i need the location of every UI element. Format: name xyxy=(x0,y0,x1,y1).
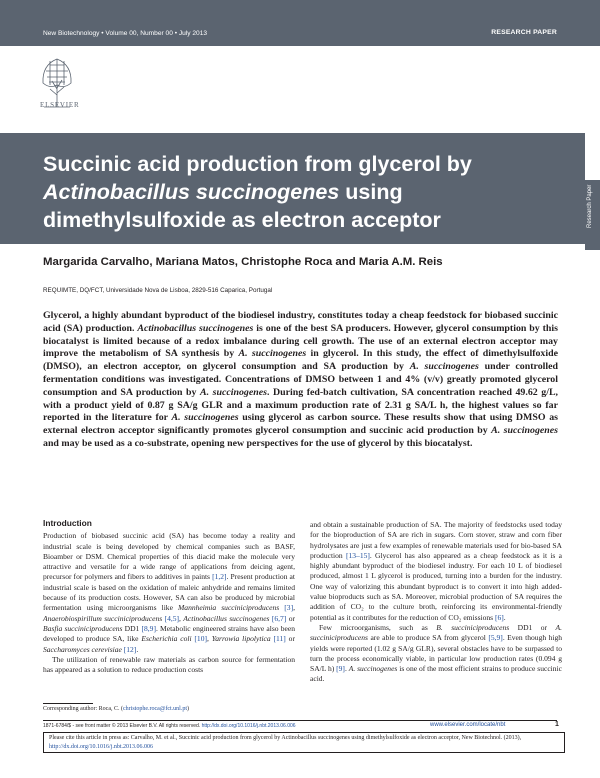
page-number: 1 xyxy=(555,721,559,728)
reference-link[interactable]: [11] xyxy=(273,634,286,644)
reference-link[interactable]: [9] xyxy=(336,664,345,674)
citation-box: Please cite this article in press as: Carvalho, M. et al., Succinic acid production from glycerol by Actinobacillus succinogenes using dimethylsulfoxide as electron acceptor, New Biotechnol. (2013), http://dx.doi.org/10.1016/j.nbt.2013.06.006 xyxy=(43,732,565,753)
reference-link[interactable]: [1,2] xyxy=(212,572,227,582)
journal-line: New Biotechnology • Volume 00, Number 00 • July 2013 xyxy=(43,30,208,37)
article-title: Succinic acid production from glycerol by Actinobacillus succinogenes using dimethylsulfoxide as electron acceptor xyxy=(43,152,472,232)
reference-link[interactable]: [6,7] xyxy=(271,613,287,623)
footer-rule xyxy=(43,720,557,721)
author-list: Margarida Carvalho, Mariana Matos, Christophe Roca and Maria A.M. Reis xyxy=(43,256,443,268)
body-column-right xyxy=(310,520,562,685)
issn-line: 1871-6784/$ - see front matter © 2013 Elsevier B.V. All rights reserved. http://dx.doi.org/10.1016/j.nbt.2013.06.006 xyxy=(43,723,296,729)
article-type: RESEARCH PAPER xyxy=(491,29,557,36)
footnote-rule xyxy=(43,703,93,704)
paragraph: The utilization of renewable raw materials as carbon source for fermentation has appeared as a solution to reduce production costs xyxy=(43,654,295,675)
paragraph: and obtain a sustainable production of SA. The majority of feedstocks used today for the bioproduction of SA are rich in sugars. Corn stover, straw and corn fiber hydrolysates are just a few examples of renewable materials used for bio-based SA production [13–15]. Glycerol has also appeared as a cheap feedstock as it is a highly abundant byproduct of the biodiesel industry. For each 10 L of biodiesel produced, almost 1 L glycerol is produced, turning into a burden for the industry. One way of valorizing this abundant byproduct is to convert it into high added-value bioproducts such as SA. Moreover, microbial production of SA requires the addition of CO₂ to the culture broth, reinforcing its environmental-friendly potential as it contributes for the reduction of CO₂ emissions [6]. xyxy=(310,520,562,622)
affiliation: REQUIMTE, DQ/FCT, Universidade Nova de Lisboa, 2829-516 Caparica, Portugal xyxy=(43,287,273,294)
paragraph: Few microorganisms, such as B. succiniciproducens DD1 or A. succiniciproducens are able to produce SA from glycerol [5,9]. Even though high yields were reported (1.02 g SA/g GLR), several obstacles have to be surpassed to turn the process economically viable, in particular low production rates (0.094 g SA/L h) [9]. A. succinogenes is one of the most efficient strains to produce succinic acid. xyxy=(310,622,563,684)
section-heading: Introduction xyxy=(43,518,92,528)
publisher-logo-text: ELSEVIER xyxy=(40,101,80,109)
reference-link[interactable]: [12] xyxy=(123,644,137,654)
body-column-left xyxy=(43,518,295,675)
reference-link[interactable]: [5,9] xyxy=(488,633,503,643)
paragraph: Production of biobased succinic acid (SA) has become today a reality and industrial scale is being developed by chemical companies such as BASF, Bioamber or DSM. Chemical properties of this diacid make the molecule very attractive and versatile for a wide range of applications from deicing agent, precursor for polymers and fibers to additives in paints [1,2]. Present production at industrial scale is based on the oxidation of maleic anhydride and remains limited because of its production costs. However, SA can also be produced by microbial fermentation using microorganisms like Mannheimia succiniciproducens [3], Anaerobiospirillum succiniciproducens [4,5], Actinobacillus succinogenes [6,7] or Basfia succiniciproducens DD1 [8,9]. Metabolic engineered strains have also been developed to produce SA, like Escherichia coli [10], Yarrowia lipolytica [11] or Saccharomyces cerevisiae [12]. xyxy=(43,531,295,654)
journal-header-bar xyxy=(0,0,600,46)
abstract: Glycerol, a highly abundant byproduct of the biodiesel industry, constitutes today a cheap feedstock for biobased succinic acid (SA) production. Actinobacillus succinogenes is one of the best SA producers. However, glycerol consumption by this biocatalyst is limited because of a redox imbalance during cell growth. The use of an external electron acceptor may improve the metabolism of SA synthesis by A. succinogenes in glycerol. In this study, the effect of dimethylsulfoxide (DMSO), an electron acceptor, on glycerol consumption and SA production by A. succinogenes under controlled fermentation conditions was investigated. Concentrations of DMSO between 1 and 4% (v/v) greatly promoted glycerol consumption and SA production by A. succinogenes. During fed-batch cultivation, SA concentration reached 49.62 g/L, with a product yield of 0.87 g SA/g GLR and a maximum production rate of 2.31 g SA/L h, the highest values so far reported in the literature for A. succinogenes using glycerol as carbon source. These results show that using DMSO as external electron acceptor significantly promotes glycerol consumption and succinic acid production by A. succinogenes and may be used as a co-substrate, opening new perspectives for the use of glycerol by this biocatalyst. xyxy=(43,310,559,449)
doi-link[interactable]: http://dx.doi.org/10.1016/j.nbt.2013.06.006 xyxy=(201,723,296,729)
reference-link[interactable]: [6] xyxy=(494,612,504,622)
corresponding-author: Corresponding author: Roca, C. (christophe.roca@fct.unl.pt) xyxy=(43,706,190,712)
reference-link[interactable]: [13–15] xyxy=(345,550,370,560)
reference-link[interactable]: [3] xyxy=(284,603,294,613)
email-link[interactable]: christophe.roca@fct.unl.pt xyxy=(123,706,188,712)
section-side-tab: Research Paper xyxy=(585,180,600,250)
citation-doi-link[interactable]: http://dx.doi.org/10.1016/j.nbt.2013.06.006 xyxy=(49,743,154,750)
journal-url-link[interactable]: www.elsevier.com/locate/nbt xyxy=(430,722,506,728)
reference-link[interactable]: [10] xyxy=(194,634,207,644)
reference-link[interactable]: [4,5] xyxy=(164,613,180,623)
reference-link[interactable]: [8,9] xyxy=(141,623,156,633)
